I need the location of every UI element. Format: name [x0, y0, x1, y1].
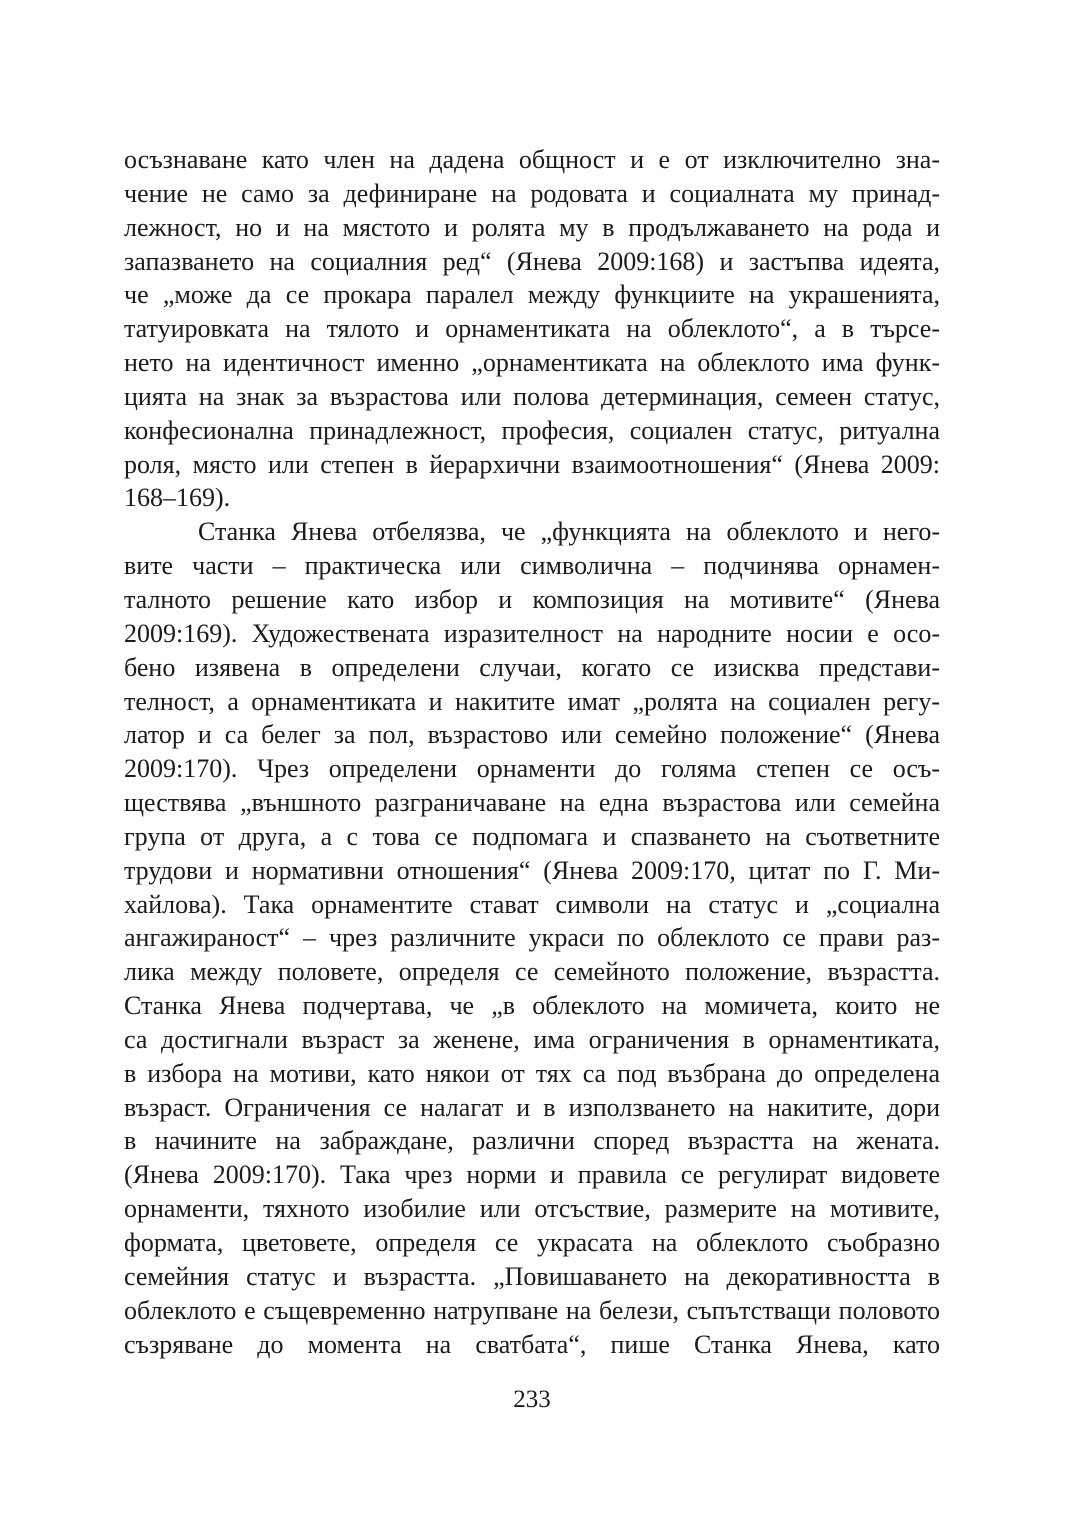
text-line: талното решение като избор и композиция на мотивите“ (Янева [124, 584, 940, 614]
text-line: хайлова). Така орнаментите стават символи на статус и „социална [124, 889, 940, 919]
text-line: роля, място или степен в йерархични взаимоотношения“ (Янева 2009: [124, 449, 940, 479]
text-line: възраст. Ограничения се налагат и в използването на накитите, дори [124, 1092, 940, 1122]
text-line: телност, а орнаментиката и накитите имат „ролята на социален регу- [124, 686, 940, 716]
text-line: орнаменти, тяхното изобилие или отсъствие, размерите на мотивите, [124, 1194, 940, 1224]
text-line: бено изявена в определени случаи, когато се изисква представи- [124, 652, 940, 682]
text-line: Станка Янева отбелязва, че „функцията на облеклото и него- [198, 517, 940, 547]
text-line: чение не само за дефиниране на родовата и социалната му принад- [124, 178, 940, 208]
text-line: семейния статус и възрастта. „Повишаването на декоративността в [124, 1261, 940, 1291]
text-line: формата, цветовете, определя се украсата на облеклото съобразно [124, 1228, 940, 1257]
text-line: нето на идентичност именно „орнаментиката на облеклото има функ- [124, 348, 940, 378]
text-line: латор и са белег за пол, възрастово или семейно положение“ (Янева [124, 720, 940, 750]
text-line: група от друга, а с това се подпомага и спазването на съответните [124, 821, 940, 851]
text-line: цията на знак за възрастова или полова детерминация, семеен статус, [124, 381, 940, 411]
text-line: ществява „външното разграничаване на една възрастова или семейна [124, 788, 940, 818]
page-number: 233 [513, 1386, 551, 1413]
text-line: облеклото е същевременно натрупване на белези, съпътстващи половото [124, 1295, 940, 1325]
text-line: 168–169). [124, 483, 231, 513]
text-line: (Янева 2009:170). Така чрез норми и правила се регулират видовете [124, 1160, 940, 1190]
text-line: че „може да се прокара паралел между функциите на украшенията, [124, 280, 940, 310]
text-line: 2009:169). Художествената изразителност на народните носии е осо- [124, 618, 940, 648]
text-line: са достигнали възраст за женене, има ограничения в орнаментиката, [124, 1024, 940, 1054]
text-line: в начините на забраждане, различни според възрастта на жената. [124, 1126, 940, 1156]
text-line: лежност, но и на мястото и ролята му в продължаването на рода и [124, 212, 940, 242]
text-line: трудови и нормативни отношения“ (Янева 2009:170, цитат по Г. Ми- [124, 855, 940, 885]
text-line: вите части – практическа или символична – подчинява орнамен- [124, 551, 940, 581]
text-line: лика между половете, определя се семейното положение, възрастта. [124, 957, 940, 987]
text-line: татуировката на тялото и орнаментиката на облеклото“, а в търсе- [124, 314, 940, 344]
text-line: конфесионална принадлежност, професия, социален статус, ритуална [124, 415, 940, 445]
text-line: ангажираност“ – чрез различните украси по облеклото се прави раз- [124, 923, 940, 953]
body-text [124, 143, 940, 1361]
text-line: съзряване до момента на сватбата“, пише Станка Янева, като [124, 1329, 940, 1359]
text-line: осъзнаване като член на дадена общност и е от изключително зна- [124, 145, 940, 174]
text-line: Станка Янева подчертава, че „в облеклото на момичета, които не [124, 991, 940, 1021]
text-line: в избора на мотиви, като някои от тях са под възбрана до определена [124, 1058, 940, 1088]
text-line: 2009:170). Чрез определени орнаменти до голяма степен се осъ- [124, 754, 940, 784]
paragraph [124, 143, 940, 515]
paragraph [124, 515, 940, 1361]
text-line: запазването на социалния ред“ (Янева 2009:168) и застъпва идеята, [124, 246, 940, 276]
